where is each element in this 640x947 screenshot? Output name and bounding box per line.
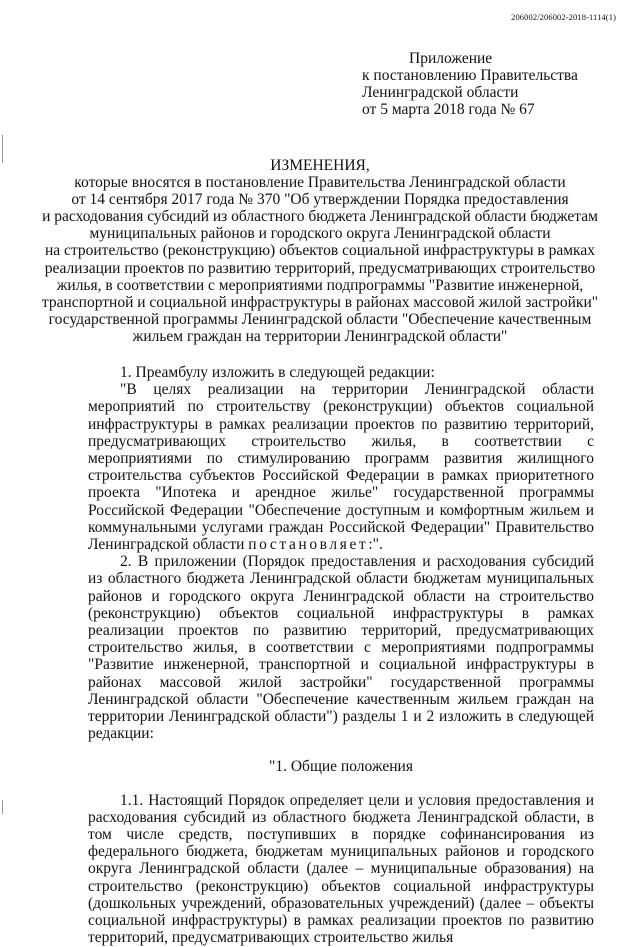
title-line: транспортной и социальной инфраструктуры в районах массовой жилой застройки" xyxy=(41,293,599,311)
title-line: жильем граждан на территории Ленинградской области" xyxy=(132,327,508,345)
paragraph-2-text: "В целях реализации на территории Ленинградской области мероприятий по строительству (реконструкции) объектов социальной инфраструктуры в рамках реализации проектов по развитию территорий, предусматривающих строительство жилья, в соответствии с мероприятиями по стимулированию программ развития жилищного строительства субъектов Российской Федерации в рамках приоритетного проекта "Ипотека и арендное жилье" государственной программы Российской Федерации "Обеспечение доступным и комфортным жильем и коммунальными услугами граждан Российской Федерации" Правительство Ленинградской области xyxy=(88,381,594,554)
appendix-line: Приложение xyxy=(409,50,493,67)
document-body xyxy=(88,364,594,947)
appendix-line: Ленинградской области xyxy=(362,84,519,101)
title-line: которые вносятся в постановление Правительства Ленинградской области xyxy=(74,174,566,192)
title-line: реализации проектов по развитию территорий, предусматривающих строительство xyxy=(44,259,596,277)
title-line: и расходования субсидий из областного бюджета Ленинградской области бюджетам xyxy=(42,208,598,226)
title-line: государственной программы Ленинградской области "Обеспечение качественным xyxy=(48,310,592,328)
appendix-line: к постановлению Правительства xyxy=(362,67,578,84)
paragraph-2 xyxy=(88,381,594,553)
paragraph-4: 1.1. Настоящий Порядок определяет цели и условия предоставления и расходования субсидий из областного бюджета Ленинградской области, в том числе средств, поступивших в порядке софинансирования из федерального бюджета, бюджетам муниципальных районов и городского округа Ленинградской области (далее – муниципальные образования) на строительство (реконструкцию) объектов социальной инфраструктуры (дошкольных учреждений, образовательных учреждений) (далее – объекты социальной инфраструктуры) в рамках реализации проектов по развитию территорий, предусматривающих строительство жилья xyxy=(88,791,594,947)
paragraph-2-end: :". xyxy=(368,536,383,554)
title-line: на строительство (реконструкцию) объектов социальной инфраструктуры в рамках xyxy=(45,242,595,260)
title-heading: ИЗМЕНЕНИЯ, xyxy=(270,157,370,174)
scan-margin-mark xyxy=(2,800,3,814)
title-line: муниципальных районов и городского округа Ленинградской области xyxy=(89,225,551,243)
title-line: жилья, в соответствии с мероприятиями подпрограммы "Развитие инженерной, xyxy=(56,276,584,294)
document-title xyxy=(0,157,640,345)
document-number: 206002/206002-2018-1114(1) xyxy=(511,12,616,22)
section-heading: "1. Общие положения xyxy=(269,758,413,776)
appendix-block xyxy=(362,50,578,118)
paragraph-2-spaced-word: постановляет xyxy=(248,536,369,554)
appendix-line: от 5 марта 2018 года № 67 xyxy=(362,101,535,118)
paragraph-1: 1. Преамбулу изложить в следующей редакции: xyxy=(120,364,435,381)
title-line: от 14 сентября 2017 года № 370 "Об утверждении Порядка предоставления xyxy=(71,191,569,209)
paragraph-3: 2. В приложении (Порядок предоставления и расходования субсидий из областного бюджета Ленинградской области бюджетам муниципальных районов и городского округа Ленинградской области на строительство (реконструкцию) объектов социальной инфраструктуры в рамках реализации проектов по развитию территорий, предусматривающих строительство жилья, в соответствии с мероприятиями подпрограммы "Развитие инженерной, транспортной и социальной инфраструктуры в районах массовой жилой застройки" государственной программы Ленинградской области "Обеспечение качественным жильем граждан на территории Ленинградской области") разделы 1 и 2 изложить в следующей редакции: xyxy=(88,553,594,743)
